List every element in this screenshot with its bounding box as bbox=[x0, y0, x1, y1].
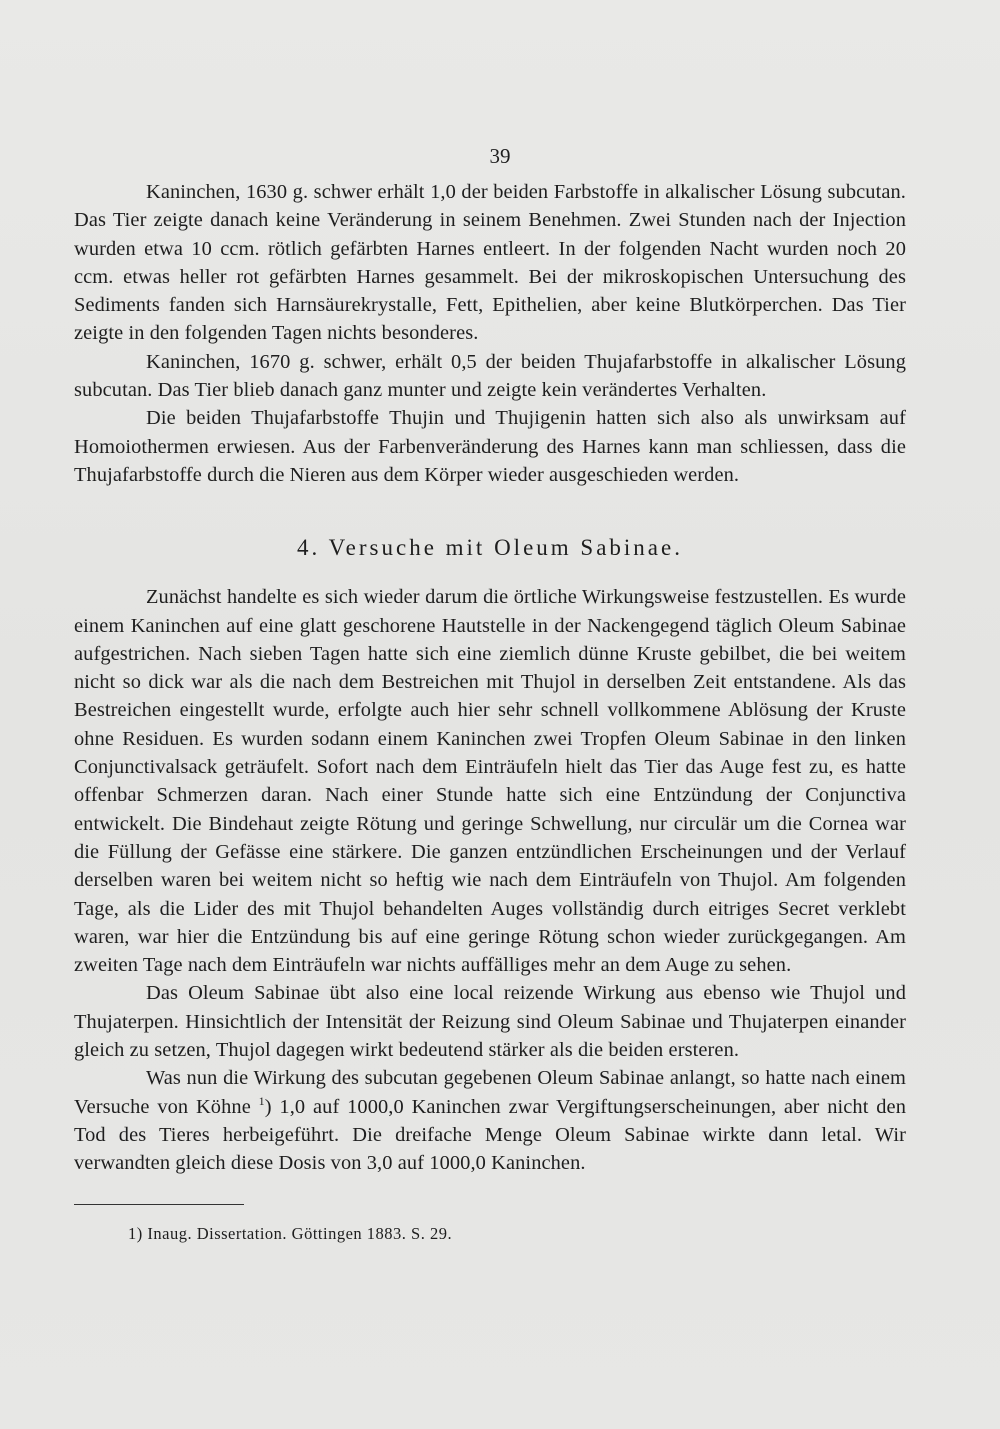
body-text bbox=[74, 178, 906, 1178]
footnote-divider bbox=[74, 1204, 244, 1205]
paragraph: Kaninchen, 1670 g. schwer, erhält 0,5 der beiden Thujafarbstoffe in alkalischer Lösung subcutan. Das Tier blieb danach ganz munter und zeigte kein verändertes Verhalten. bbox=[74, 350, 906, 402]
paragraph-with-footnote-ref bbox=[74, 1064, 906, 1177]
paragraph: Kaninchen, 1630 g. schwer erhält 1,0 der beiden Farbstoffe in alkalischer Lösung subcutan. Das Tier zeigte danach keine Veränderung in seinem Benehmen. Zwei Stunden nach der Injection wurden etwa 10 ccm. rötlich gefärbten Harnes entleert. In der folgenden Nacht wurden noch 20 ccm. etwas heller rot gefärbten Harnes gesammelt. Bei der mikroskopischen Untersuchung des Sediments fanden sich Harnsäurekrystalle, Fett, Epithelien, aber keine Blutkörperchen. Das Tier zeigte in den folgenden Tagen nichts besonderes. bbox=[74, 181, 906, 345]
paragraph-text-after-ref: ) 1,0 auf 1000,0 Kaninchen zwar Vergiftungserscheinungen, aber nicht den Tod des Tieres herbeigeführt. Die dreifache Menge Oleum Sabinae wirkte dann letal. Wir verwandten gleich diese Dosis von 3,0 auf 1000,0 Kaninchen. bbox=[74, 1095, 906, 1175]
paragraph: Zunächst handelte es sich wieder darum die örtliche Wirkungsweise festzustellen. Es wurde einem Kaninchen auf eine glatt geschorene Hautstelle in der Nackengegend täglich Oleum Sabinae aufgestrichen. Nach sieben Tagen hatte sich eine ziemlich dünne Kruste gebilbet, die bei weitem nicht so dick war als die nach dem Bestreichen mit Thujol in derselben Zeit entstandene. Als das Bestreichen eingestellt wurde, erfolgte auch hier sehr schnell vollkommene Ablösung der Kruste ohne Residuen. Es wurden sodann einem Kaninchen zwei Tropfen Oleum Sabinae in den linken Conjunctivalsack geträufelt. Sofort nach dem Einträufeln hielt das Tier das Auge fest zu, es hatte offenbar Schmerzen daran. Nach einer Stunde hatte sich eine Entzündung der Conjunctiva entwickelt. Die Bindehaut zeigte Rötung und geringe Schwellung, nur circulär um die Cornea war die Füllung der Gefässe eine stärkere. Die ganzen entzündlichen Erscheinungen und der Verlauf derselben waren bei weitem nicht so heftig wie nach dem Einträufeln von Thujol. Am folgenden Tage, als die Lider des mit Thujol behandelten Auges vollständig durch eitriges Secret verklebt waren, war hier die Entzündung bis auf eine geringe Rötung schon wieder zurückgegangen. Am zweiten Tage nach dem Einträufeln war nichts auffälliges mehr an dem Auge zu sehen. bbox=[74, 586, 906, 977]
footnote: 1) Inaug. Dissertation. Göttingen 1883. S. 29. bbox=[128, 1224, 453, 1243]
paragraph: Das Oleum Sabinae übt also eine local reizende Wirkung aus ebenso wie Thujol und Thujaterpen. Hinsichtlich der Intensität der Reizung sind Oleum Sabinae und Thujaterpen einander gleich zu setzen, Thujol dagegen wirkt bedeutend stärker als die beiden ersteren. bbox=[74, 982, 906, 1062]
page-number: 39 bbox=[489, 144, 511, 168]
paragraph-text-before-ref: Was nun die Wirkung des subcutan gegebenen Oleum Sabinae anlangt, so hatte nach einem Versuche von Köhne bbox=[74, 1067, 906, 1118]
paragraph: Die beiden Thujafarbstoffe Thujin und Thujigenin hatten sich also als unwirksam auf Homoiothermen erwiesen. Aus der Farbenveränderung des Harnes kann man schliessen, dass die Thujafarbstoffe durch die Nieren aus dem Körper wieder ausgeschieden werden. bbox=[74, 407, 906, 486]
section-heading: 4. Versuche mit Oleum Sabinae. bbox=[297, 535, 683, 561]
footnote-reference: 1 bbox=[258, 1093, 265, 1108]
